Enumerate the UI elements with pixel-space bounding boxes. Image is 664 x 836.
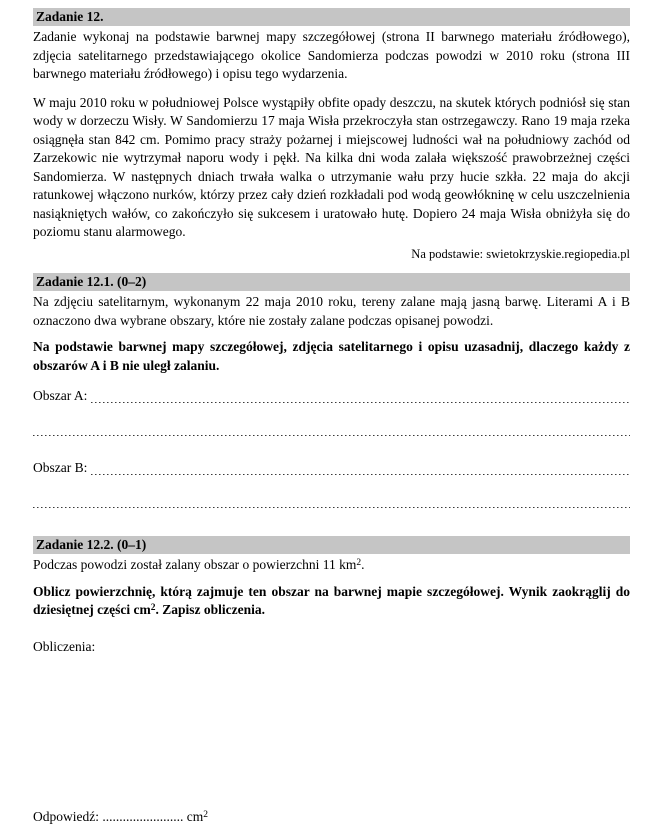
task12-source-line: Na podstawie: swietokrzyskie.regiopedia.pl [411,246,630,261]
area-a-dotted-line-2[interactable] [33,434,630,436]
task12-2-command-superscript: 2 [150,603,156,613]
area-a-dotted-line[interactable] [91,401,630,403]
task12-1-header-bar [33,273,630,291]
task12-header-title: Zadanie 12. [36,9,104,24]
task12-2-intro-text: Podczas powodzi został zalany obszar o powierzchni 11 km [33,557,357,572]
task12-2-intro-paragraph [33,556,630,575]
answer-unit: cm [186,808,204,824]
area-b-answer-line[interactable] [33,459,630,478]
task12-2-command-end: . Zapisz obliczenia. [155,602,265,617]
calculations-workspace[interactable] [33,656,630,808]
area-b-dotted-line-2[interactable] [33,506,630,508]
task12-1-command-paragraph: Na podstawie barwnej mapy szczegółowej, zdjęcia satelitarnego i opisu uzasadnij, dlaczego każdy z obszarów A i B nie uległ zalaniu. [33,339,630,373]
task12-intro-paragraph: Zadanie wykonaj na podstawie barwnej mapy szczegółowej (strona II barwnego materiału źródłowego), zdjęcia satelitarnego przedstawiającego okolice Sandomierza podczas powodzi w 2010 roku (strona III barwnego materiału źródłowego) i opisu tego wydarzenia. [33,29,630,81]
area-b-label: Obszar B: [33,460,88,475]
task12-2-intro-superscript: 2 [356,558,362,568]
task12-2-command-text: Oblicz powierzchnię, którą zajmuje ten obszar na barwnej mapie szczegółowej. Wynik zaokrąglij do dziesiętnej części cm [33,583,630,617]
task12-2-header-bar [33,536,630,554]
task12-2-command-paragraph [33,583,630,620]
task12-1-header-title: Zadanie 12.1. (0–2) [36,274,147,289]
area-b-dotted-line[interactable] [91,473,630,475]
task12-header-bar [33,8,630,26]
task12-2-intro-period: . [361,557,365,572]
area-a-answer-line[interactable] [33,387,630,406]
answer-label: Odpowiedź: [33,808,99,824]
area-a-label: Obszar A: [33,388,88,403]
task12-2-header-title: Zadanie 12.2. (0–1) [36,537,147,552]
calculations-label: Obliczenia: [33,638,96,654]
task12-description-paragraph: W maju 2010 roku w południowej Polsce wystąpiły obfite opady deszczu, na skutek których podniósł się stan wody w dorzeczu Wisły. W Sandomierzu 17 maja Wisła przekroczyła stan ostrzegawczy. Rano 19 maja rzeka osiągnęła stan 842 cm. Pomimo pracy straży pożarnej i miejscowej ludności wał na południowy zachód od Zarzekowic nie wytrzymał naporu wody i pękł. Na kilka dni woda zalała większość prawobrzeżnej części Sandomierza. W następnych dniach trwała walka o utrzymanie wału przy hucie szkła. 22 maja do akcji ratunkowej włączono nurków, którzy przez cały dzień rozkładali pod wodą geowłókninę w celu uszczelnienia nasiąkniętych wałów, co zakończyło się sukcesem i uratowało hutę. Dopiero 24 maja Wisła obniżyła się do poziomu stanu alarmowego. [33,94,630,239]
final-answer-line[interactable] [33,808,630,827]
task12-1-intro-paragraph: Na zdjęciu satelitarnym, wykonanym 22 maja 2010 roku, tereny zalane mają jasną barwę. Literami A i B oznaczono dwa wybrane obszary, które nie zostały zalane podczas opisanej powodzi. [33,294,630,328]
answer-dotted-field[interactable]: ........................ [102,808,184,824]
answer-unit-superscript: 2 [203,809,208,820]
